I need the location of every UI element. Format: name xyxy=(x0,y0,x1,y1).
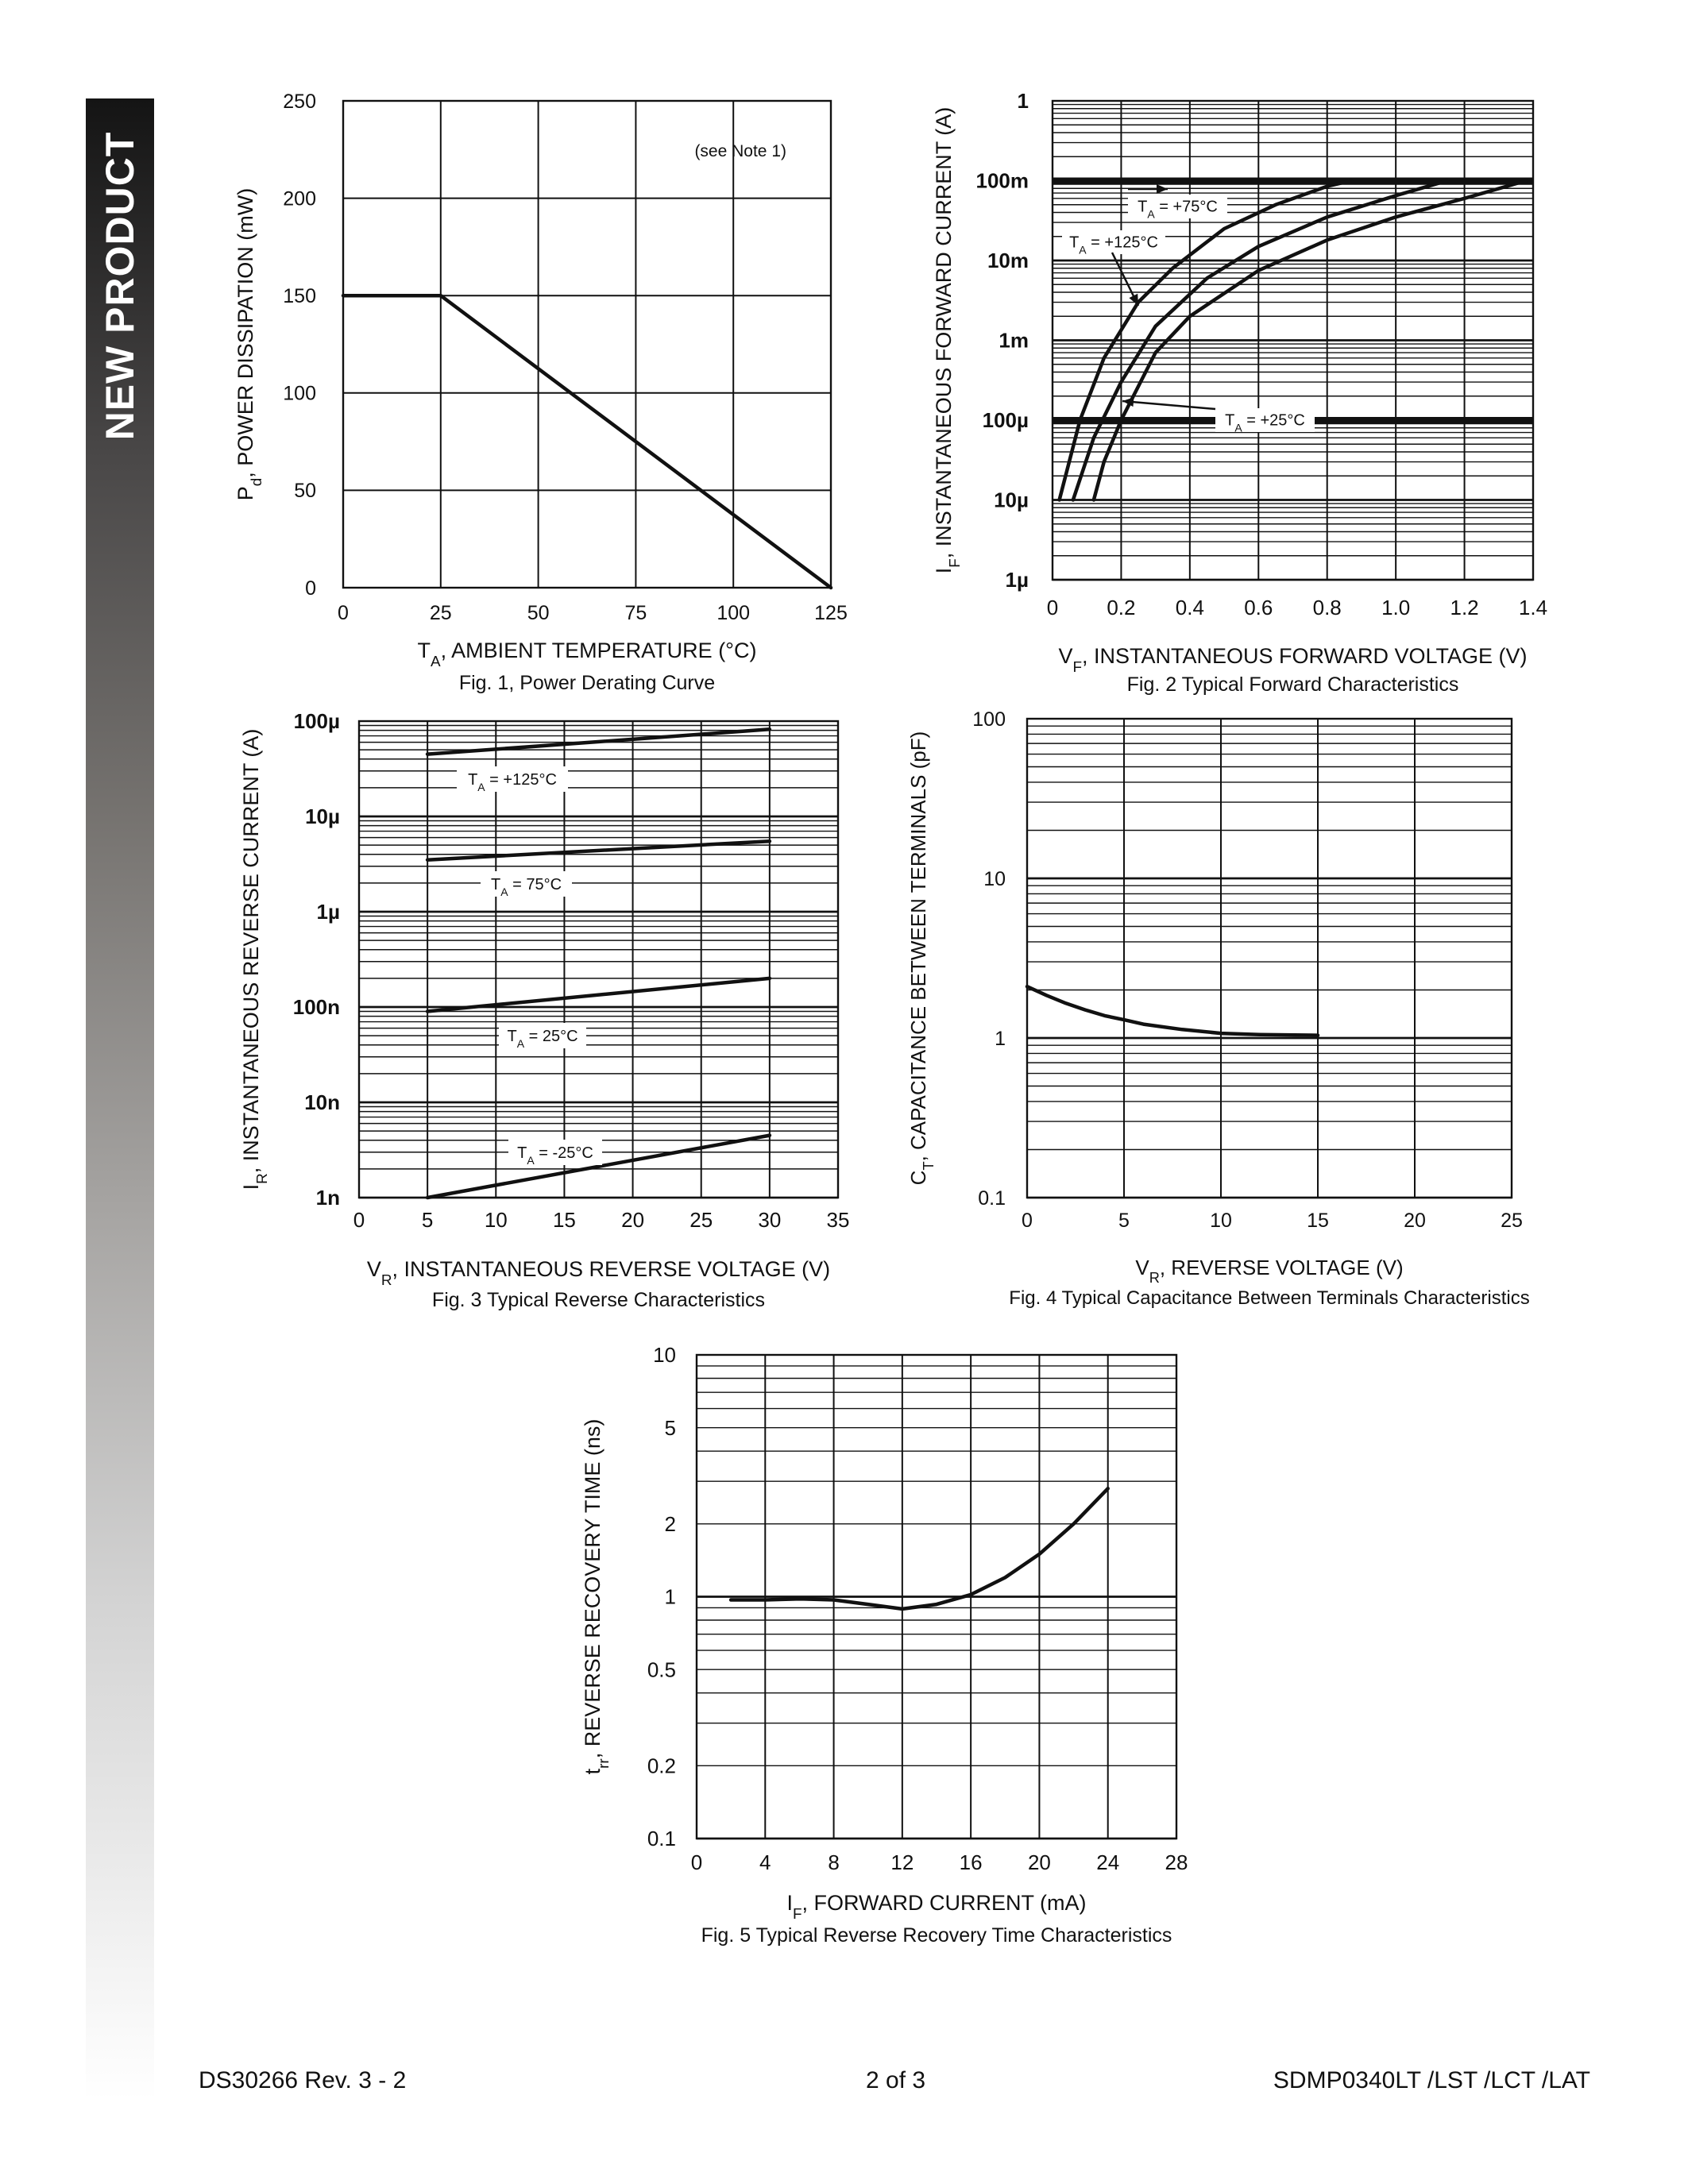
fig2-data-point xyxy=(1463,197,1466,200)
fig3-curve-label: $T_A = 25^\circ C$ xyxy=(507,1028,578,1051)
fig5-xtick-label: 8 xyxy=(828,1850,840,1874)
fig2-data-point xyxy=(1154,325,1157,328)
fig3-chart xyxy=(239,709,849,1311)
fig4-xtick-label: 5 xyxy=(1118,1210,1130,1232)
fig4-data-point xyxy=(1103,1014,1107,1017)
fig3-data-point xyxy=(768,727,771,731)
fig3-xtick-label: 10 xyxy=(484,1208,508,1232)
fig3-data-point xyxy=(426,1009,429,1013)
fig4-title: Fig. 4 Typical Capacitance Between Terminals Characteristics xyxy=(1009,1287,1530,1309)
fig3-xtick-label: 35 xyxy=(826,1208,850,1232)
fig4-ytick-label: 0.1 xyxy=(978,1187,1006,1210)
fig1-ytick-label: 100 xyxy=(283,382,316,405)
fig5-ytick-label: 2 xyxy=(664,1511,676,1536)
fig3-data-point xyxy=(426,753,429,756)
fig3-xtick-label: 15 xyxy=(552,1208,576,1232)
fig4-data-point xyxy=(1180,1028,1184,1031)
fig5-ytick-label: 10 xyxy=(653,1343,676,1368)
fig2-xtick-label: 1.0 xyxy=(1381,596,1411,619)
fig5-xtick-label: 28 xyxy=(1165,1850,1188,1874)
fig2-data-point xyxy=(1079,419,1082,422)
fig5-data-point xyxy=(901,1607,904,1611)
fig2-xtick-label: 0.8 xyxy=(1312,596,1342,619)
fig2-xtick-label: 0.4 xyxy=(1175,596,1204,619)
fig3-title: Fig. 3 Typical Reverse Characteristics xyxy=(431,1289,766,1311)
fig5-ytick-label: 0.2 xyxy=(647,1754,676,1778)
fig3-x-axis-label: $V_R$, INSTANTANEOUS REVERSE VOLTAGE (V) xyxy=(366,1257,831,1289)
fig3-xtick-label: 20 xyxy=(621,1208,645,1232)
fig3-y-axis-label: $I_R$, INSTANTANEOUS REVERSE CURRENT (A) xyxy=(239,728,271,1190)
fig3-ytick-label: 1n xyxy=(315,1186,340,1210)
fig2-data-point xyxy=(1103,357,1106,360)
fig2-x-axis-label: $V_F$, INSTANTANEOUS FORWARD VOLTAGE (V) xyxy=(1058,644,1528,676)
fig2-data-point xyxy=(1119,380,1122,384)
fig2-data-point xyxy=(1350,179,1353,183)
fig3-plot-frame xyxy=(359,721,838,1198)
fig2-data-point xyxy=(1394,215,1397,218)
fig2-curve-label: $T_A = +25^\circ C$ xyxy=(1225,411,1305,434)
fig1-ytick-label: 250 xyxy=(283,90,316,113)
fig1-ytick-label: 50 xyxy=(294,480,316,503)
fig2-data-point xyxy=(1072,499,1075,502)
fig5-data-point xyxy=(969,1593,972,1596)
fig1-data-point xyxy=(829,586,832,589)
fig2-data-point xyxy=(1154,351,1157,354)
fig2-data-point xyxy=(1446,179,1449,183)
fig1-xtick-label: 75 xyxy=(624,602,647,624)
fig3-ytick-label: 1µ xyxy=(316,900,340,924)
fig5-ytick-label: 5 xyxy=(664,1415,676,1440)
fig2-ytick-label: 1 xyxy=(1017,89,1029,114)
fig2-data-point xyxy=(1274,203,1277,206)
fig2-ytick-label: 1µ xyxy=(1005,568,1029,592)
fig1-ytick-label: 200 xyxy=(283,187,316,210)
fig2-data-point xyxy=(1394,194,1397,197)
fig2-data-point xyxy=(1103,461,1106,464)
fig5-data-point xyxy=(729,1599,732,1602)
fig1-note: (see Note 1) xyxy=(694,142,786,160)
fig2-data-point xyxy=(1257,245,1260,248)
fig3-ytick-label: 100µ xyxy=(293,709,340,734)
fig2-xtick-label: 0 xyxy=(1046,596,1059,619)
fig2-curve-label: $T_A = +125^\circ C$ xyxy=(1069,233,1158,257)
fig5-xtick-label: 24 xyxy=(1096,1850,1120,1874)
fig5-ytick-label: 0.5 xyxy=(647,1657,676,1682)
fig4-xtick-label: 20 xyxy=(1404,1210,1426,1232)
fig2-data-point xyxy=(1188,314,1192,318)
fig2-ytick-label: 10µ xyxy=(994,488,1029,512)
fig3-ytick-label: 10µ xyxy=(305,805,340,829)
fig2-data-point xyxy=(1092,436,1095,439)
fig2-ytick-label: 10m xyxy=(987,249,1029,273)
fig3-ytick-label: 10n xyxy=(304,1090,340,1115)
fig4-data-point xyxy=(1026,985,1029,988)
fig2-data-point xyxy=(1257,269,1260,272)
fig1-y-axis-label: $P_d$, POWER DISSIPATION (mW) xyxy=(234,187,265,501)
footer-part-numbers: SDMP0340LT /LST /LCT /LAT xyxy=(1273,2067,1590,2093)
fig3-data-point xyxy=(768,1134,771,1137)
fig2-data-point xyxy=(1223,227,1226,230)
fig4-plot-frame xyxy=(1027,719,1512,1198)
fig1-ytick-label: 0 xyxy=(305,577,316,600)
fig3-ytick-label: 100n xyxy=(292,995,340,1020)
fig1-plot-frame xyxy=(343,101,831,588)
fig3-xtick-label: 5 xyxy=(421,1208,434,1232)
fig2-data-point xyxy=(1205,276,1208,280)
fig2-data-point xyxy=(1058,499,1061,502)
fig3-xtick-label: 0 xyxy=(353,1208,365,1232)
fig3-data-point xyxy=(426,1196,429,1199)
fig2-xtick-label: 1.2 xyxy=(1450,596,1479,619)
fig5-data-point xyxy=(798,1597,801,1600)
fig5-title: Fig. 5 Typical Reverse Recovery Time Characteristics xyxy=(701,1924,1172,1947)
fig2-y-axis-label: $I_F$, INSTANTANEOUS FORWARD CURRENT (A) xyxy=(932,106,964,574)
fig4-xtick-label: 10 xyxy=(1210,1210,1232,1232)
fig1-xtick-label: 50 xyxy=(527,602,550,624)
fig5-data-point xyxy=(763,1599,767,1602)
fig2-ytick-label: 1m xyxy=(999,328,1029,353)
fig5-data-point xyxy=(1107,1487,1110,1490)
fig2-data-point xyxy=(1326,215,1329,218)
fig5-data-point xyxy=(1037,1553,1041,1556)
fig2-ytick-label: 100m xyxy=(975,168,1029,193)
fig3-xtick-label: 30 xyxy=(758,1208,782,1232)
fig2-data-point xyxy=(1119,419,1122,422)
fig4-data-point xyxy=(1258,1033,1261,1036)
fig1-data-point xyxy=(342,294,345,297)
fig1-xtick-label: 125 xyxy=(814,602,848,624)
fig4-data-point xyxy=(1122,1018,1126,1021)
fig3-curve-label: $T_A = 75^\circ C$ xyxy=(490,876,562,899)
fig4-ytick-label: 10 xyxy=(983,867,1006,890)
fig5-xtick-label: 16 xyxy=(959,1850,983,1874)
fig2-data-point xyxy=(1092,499,1095,502)
fig1-xtick-label: 0 xyxy=(338,602,349,624)
fig2-xtick-label: 0.6 xyxy=(1244,596,1273,619)
fig4-data-point xyxy=(1083,1009,1087,1012)
footer-doc-id: DS30266 Rev. 3 - 2 xyxy=(199,2067,407,2093)
fig4-ytick-label: 100 xyxy=(972,708,1006,731)
fig4-ytick-label: 1 xyxy=(995,1027,1006,1050)
fig5-y-axis-label: $t_{rr}$, REVERSE RECOVERY TIME (ns) xyxy=(581,1418,612,1775)
fig5-chart xyxy=(581,1343,1188,1947)
fig4-data-point xyxy=(1045,994,1048,997)
fig4-xtick-label: 15 xyxy=(1307,1210,1329,1232)
fig2-ytick-label: 100µ xyxy=(982,408,1029,433)
fig2-title: Fig. 2 Typical Forward Characteristics xyxy=(1126,673,1459,696)
fig3-data-point xyxy=(426,859,429,862)
fig4-xtick-label: 25 xyxy=(1501,1210,1523,1232)
fig5-data-point xyxy=(867,1603,870,1606)
side-banner-text: NEW PRODUCT xyxy=(98,131,142,441)
fig1-data-point xyxy=(439,294,442,297)
fig2-curve-label: $T_A = +75^\circ C$ xyxy=(1138,198,1218,221)
fig4-data-point xyxy=(1316,1034,1319,1037)
fig2-data-point xyxy=(1171,267,1174,270)
fig5-ytick-label: 0.1 xyxy=(647,1827,676,1851)
fig4-xtick-label: 0 xyxy=(1022,1210,1033,1232)
fig1-ytick-label: 150 xyxy=(283,284,316,307)
fig2-data-point xyxy=(1326,238,1329,241)
footer-page-number: 2 of 3 xyxy=(866,2067,926,2093)
fig1-title: Fig. 1, Power Derating Curve xyxy=(458,672,716,694)
fig3-data-point xyxy=(768,977,771,980)
fig5-xtick-label: 12 xyxy=(890,1850,914,1874)
fig1-x-axis-label: $T_A$, AMBIENT TEMPERATURE (°C) xyxy=(417,639,757,670)
fig4-data-point xyxy=(1141,1023,1145,1026)
fig3-curve-label: $T_A = +125^\circ C$ xyxy=(468,771,557,794)
fig5-xtick-label: 0 xyxy=(690,1850,703,1874)
fig2-data-point xyxy=(1524,179,1528,183)
fig5-data-point xyxy=(1003,1576,1006,1579)
fig1-xtick-label: 100 xyxy=(717,602,751,624)
fig5-xtick-label: 20 xyxy=(1027,1850,1051,1874)
fig3-data-point xyxy=(768,839,771,843)
fig3-xtick-label: 25 xyxy=(689,1208,713,1232)
fig4-data-point xyxy=(1219,1032,1223,1035)
fig5-x-axis-label: $I_F$, FORWARD CURRENT (mA) xyxy=(786,1891,1087,1923)
fig5-data-point xyxy=(935,1603,938,1606)
fig4-x-axis-label: $V_R$, REVERSE VOLTAGE (V) xyxy=(1135,1256,1404,1286)
fig4-data-point xyxy=(1064,1001,1068,1005)
fig2-xtick-label: 1.4 xyxy=(1518,596,1548,619)
fig1-xtick-label: 25 xyxy=(429,602,452,624)
fig1-chart xyxy=(234,91,848,694)
fig5-ytick-label: 1 xyxy=(664,1584,676,1609)
fig5-data-point xyxy=(832,1599,836,1602)
fig5-data-point xyxy=(1072,1522,1076,1526)
fig3-curve-label: $T_A = -25^\circ C$ xyxy=(517,1144,593,1167)
fig2-xtick-label: 0.2 xyxy=(1107,596,1136,619)
fig2-data-point xyxy=(1326,185,1329,188)
fig2-chart xyxy=(932,89,1547,696)
fig4-chart xyxy=(906,708,1530,1309)
fig5-xtick-label: 4 xyxy=(759,1850,771,1874)
fig4-y-axis-label: $C_T$, CAPACITANCE BETWEEN TERMINALS (pF) xyxy=(906,731,937,1186)
